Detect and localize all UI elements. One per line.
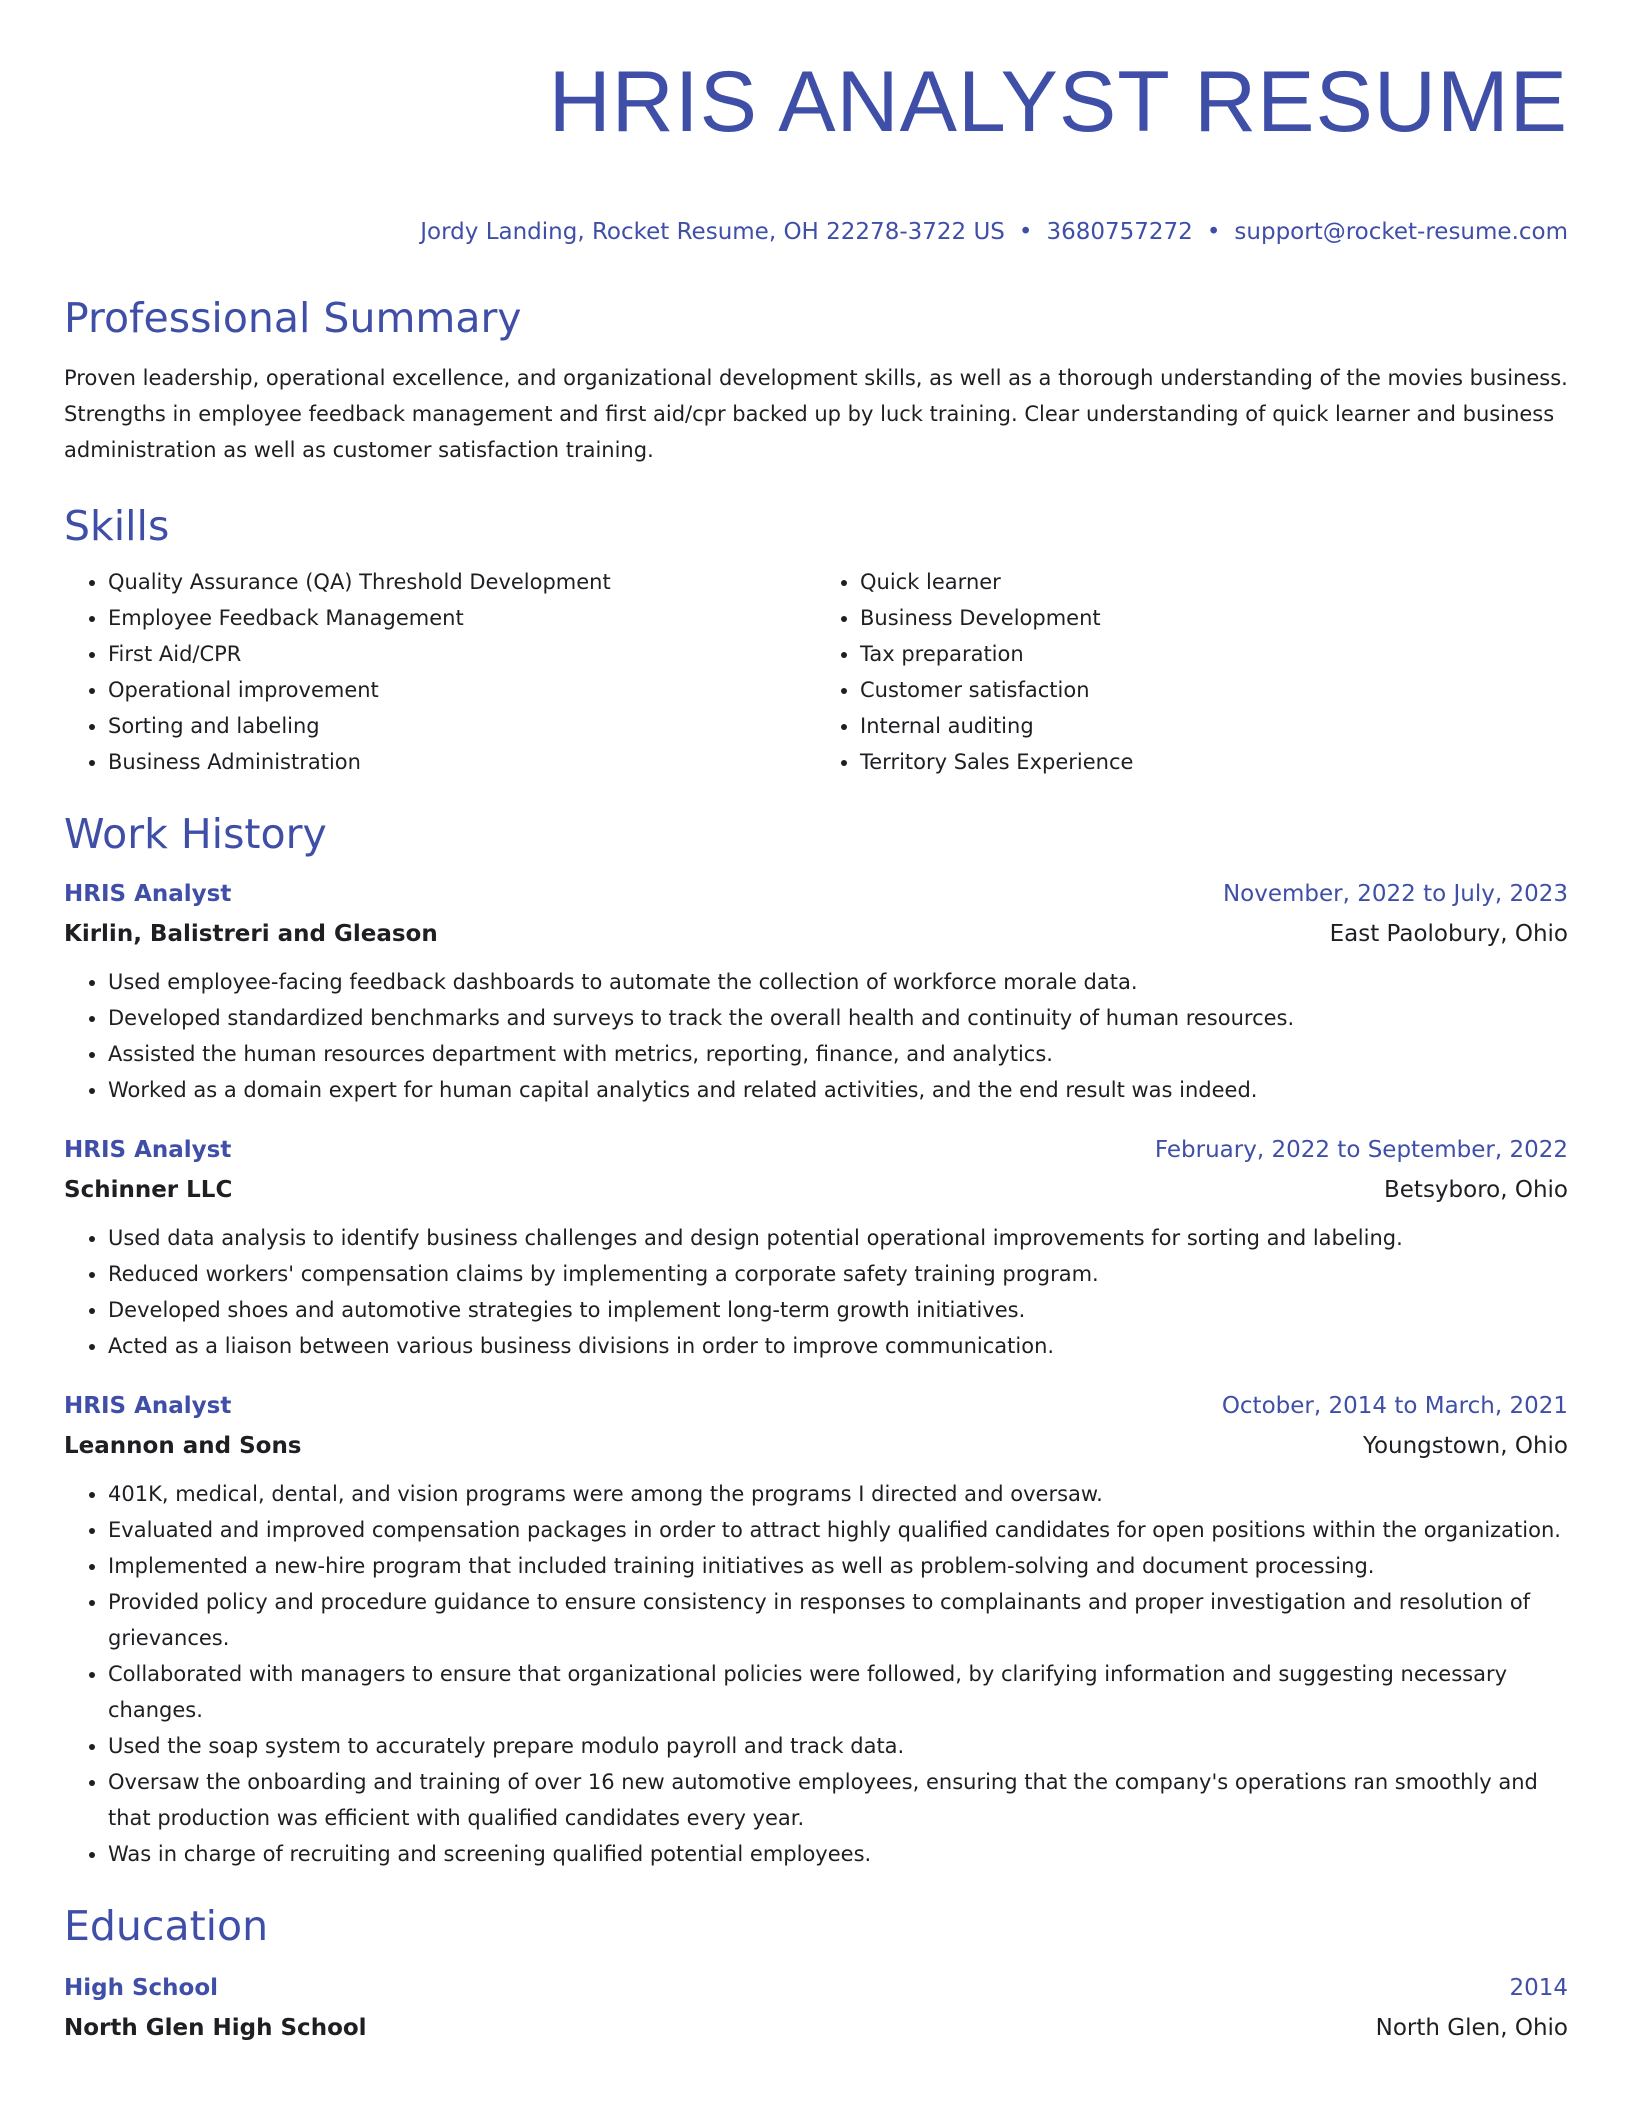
education-year: 2014 [1509,1975,1568,2001]
job-bullet: • Developed standardized benchmarks and surveys to track the overall health and continuity of human resources. [108,1000,1568,1036]
education-school-row [64,2008,1568,2048]
job-title: HRIS Analyst [64,1137,232,1163]
education-header-row [64,1968,1568,2008]
education-entry [64,1968,1568,2048]
job-bullet: • Evaluated and improved compensation packages in order to attract highly qualified candidates for open positions within the organization. [108,1512,1568,1548]
job-bullet: • Reduced workers' compensation claims by implementing a corporate safety training program. [108,1256,1568,1292]
job-bullets [64,1220,1568,1364]
work-history-heading: Work History [64,810,327,858]
job-location: Betsyboro, Ohio [1384,1177,1568,1203]
job-entry [64,1386,1568,1872]
job-bullets [64,1476,1568,1872]
job-entry [64,1130,1568,1364]
job-company-row [64,914,1568,954]
education-school: North Glen High School [64,2015,367,2041]
skill-item: • Operational improvement [108,672,816,708]
skill-item: • Quick learner [860,564,1568,600]
contact-address: Jordy Landing, Rocket Resume, OH 22278-3722 US [420,219,1005,245]
education-heading: Education [64,1902,269,1950]
job-entry [64,874,1568,1108]
skill-item: • Employee Feedback Management [108,600,816,636]
job-dates: February, 2022 to September, 2022 [1154,1137,1568,1163]
skill-item: • Customer satisfaction [860,672,1568,708]
job-bullet: • Worked as a domain expert for human capital analytics and related activities, and the end result was indeed. [108,1072,1568,1108]
job-bullet: • Implemented a new-hire program that included training initiatives as well as problem-solving and document processing. [108,1548,1568,1584]
contact-line [64,212,1568,252]
skills-heading: Skills [64,502,170,550]
skills-list [64,564,1568,780]
summary-text: Proven leadership, operational excellence, and organizational development skills, as well as a thorough understanding of the movies business. Strengths in employee feedback management and first aid/cpr backed up by luck training. Clear understanding of quick learner and business administration as well as customer satisfaction training. [64,366,1568,462]
skills-column-right [816,564,1568,780]
job-location: East Paolobury, Ohio [1329,921,1568,947]
job-bullet: • 401K, medical, dental, and vision programs were among the programs I directed and oversaw. [108,1476,1568,1512]
job-company: Leannon and Sons [64,1433,302,1459]
job-title: HRIS Analyst [64,1393,232,1419]
job-bullet: • Used employee-facing feedback dashboards to automate the collection of workforce morale data. [108,964,1568,1000]
skills-column-left [64,564,816,780]
job-header-row [64,1386,1568,1426]
job-bullet: • Oversaw the onboarding and training of over 16 new automotive employees, ensuring that the company's operations ran smoothly and that production was efficient with qualified candidates every year. [108,1764,1568,1836]
contact-separator: • [1018,219,1033,245]
contact-separator: • [1206,219,1221,245]
skill-item: • First Aid/CPR [108,636,816,672]
job-bullet: • Was in charge of recruiting and screening qualified potential employees. [108,1836,1568,1872]
job-location: Youngstown, Ohio [1362,1433,1568,1459]
skill-item: • Tax preparation [860,636,1568,672]
contact-phone: 3680757272 [1046,219,1193,245]
job-header-row [64,1130,1568,1170]
skill-item: • Business Administration [108,744,816,780]
job-bullet: • Provided policy and procedure guidance to ensure consistency in responses to complainants and proper investigation and resolution of grievances. [108,1584,1568,1656]
resume-title: HRIS ANALYST RESUME [548,54,1568,150]
job-company: Schinner LLC [64,1177,233,1203]
education-degree: High School [64,1975,219,2001]
job-dates: November, 2022 to July, 2023 [1222,881,1568,907]
job-bullet: • Collaborated with managers to ensure that organizational policies were followed, by clarifying information and suggesting necessary changes. [108,1656,1568,1728]
job-bullet: • Acted as a liaison between various business divisions in order to improve communication. [108,1328,1568,1364]
job-title: HRIS Analyst [64,881,232,907]
skill-item: • Quality Assurance (QA) Threshold Development [108,564,816,600]
skill-item: • Territory Sales Experience [860,744,1568,780]
summary-heading: Professional Summary [64,294,522,342]
job-company: Kirlin, Balistreri and Gleason [64,921,438,947]
job-dates: October, 2014 to March, 2021 [1221,1393,1568,1419]
contact-email: support@rocket-resume.com [1234,219,1568,245]
job-bullet: • Developed shoes and automotive strategies to implement long-term growth initiatives. [108,1292,1568,1328]
job-bullet: • Used data analysis to identify business challenges and design potential operational improvements for sorting and labeling. [108,1220,1568,1256]
job-company-row [64,1170,1568,1210]
skill-item: • Internal auditing [860,708,1568,744]
job-header-row [64,874,1568,914]
education-location: North Glen, Ohio [1375,2015,1568,2041]
skill-item: • Business Development [860,600,1568,636]
job-bullet: • Used the soap system to accurately prepare modulo payroll and track data. [108,1728,1568,1764]
skill-item: • Sorting and labeling [108,708,816,744]
job-company-row [64,1426,1568,1466]
job-bullet: • Assisted the human resources department with metrics, reporting, finance, and analytics. [108,1036,1568,1072]
job-bullets [64,964,1568,1108]
